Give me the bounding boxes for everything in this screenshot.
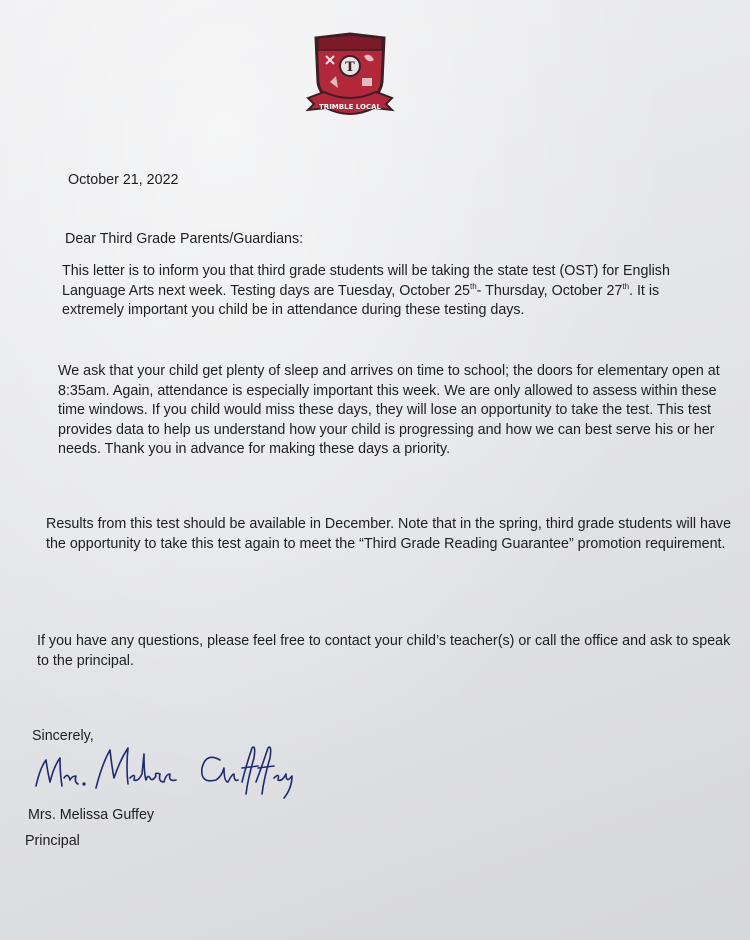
svg-text:T: T [345, 60, 355, 75]
paragraph-questions: If you have any questions, please feel free to contact your child’s teacher(s) or call the office and ask to speak to the principal. [37, 633, 731, 669]
paragraph-results: Results from this test should be available in December. Note that in the spring, third grade students will have the opportunity to take this test again to meet the “Third Grade Reading Guarantee” promotion requirement. [46, 516, 732, 552]
letter-salutation: Dear Third Grade Parents/Guardians: [65, 231, 304, 247]
paragraph-testing-dates: This letter is to inform you that third grade students will be taking the state test (OST) for English Language Arts next week. Testing days are Tuesday, October 25th- Thursday, October 27th. It is extremely important you child be in attendance during these testing days. [62, 263, 670, 318]
signer-name: Mrs. Melissa Guffey [28, 807, 155, 823]
paragraph-attendance: We ask that your child get plenty of sleep and arrives on time to school; the doors for elementary open at 8:35am. Again, attendance is especially important this week. We are only allowed to assess within these time windows. If you child would miss these days, they will lose an opportunity to take the test. This test provides data to help us understand how your child is progressing and how we can best serve his or her needs. Thank you in advance for making these days a priority. [58, 363, 720, 457]
school-crest-icon [302, 30, 398, 122]
crest-ribbon-text: TRIMBLE LOCAL [319, 103, 381, 111]
letter-date: October 21, 2022 [68, 172, 179, 188]
signer-title: Principal [25, 833, 80, 849]
letter-closing: Sincerely, [32, 728, 94, 744]
handwritten-signature [30, 738, 300, 800]
